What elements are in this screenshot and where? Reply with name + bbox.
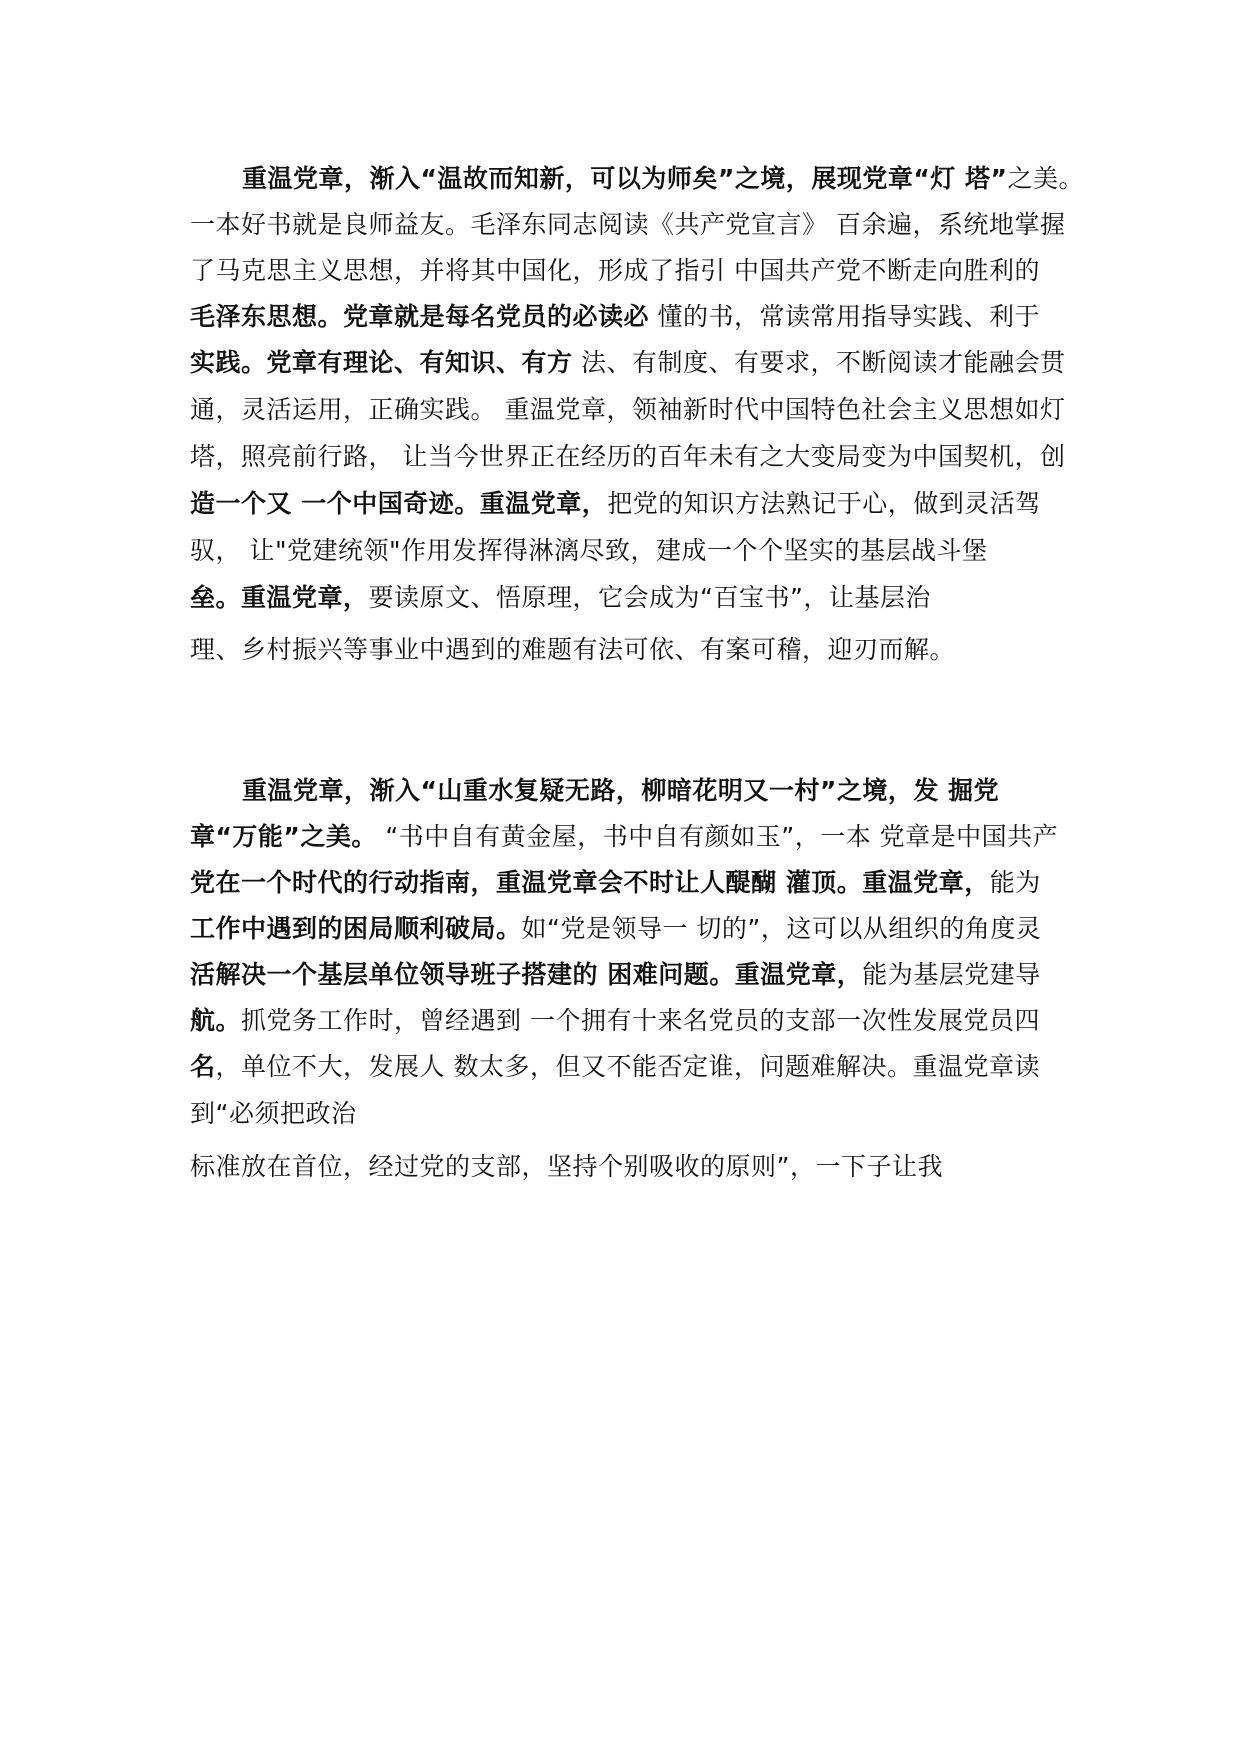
p1-heading-text: 重温党章，渐入“温故而知新，可以为师矣”之境，展现党章“灯 塔” (242, 164, 1008, 193)
p2-line-2 (190, 820, 1058, 854)
p2-line-2-rest: “书中自有黄金屋，书中自有颜如玉”，一本 党章是中国共产 (376, 822, 1059, 851)
p2-line-3 (190, 866, 1041, 900)
p1-line-5-rest: 法、有制度、有要求，不断阅读才能融会贯 (572, 348, 1066, 377)
p1-line-6: 通，灵活运用，正确实践。 重温党章，领袖新时代中国特色社会主义思想如灯 (190, 395, 1066, 424)
p2-line-7-bold: 名 (190, 1052, 216, 1081)
p2-line-5-bold: 活解决一个基层单位领导班子搭建的 困难问题。重温党章， (190, 960, 863, 989)
p2-line-6 (190, 1004, 1040, 1038)
p1-line-7: 塔，照亮前行路， 让当今世界正在经历的百年未有之大变局变为中国契机，创 (190, 442, 1066, 471)
p2-line-5 (190, 958, 1041, 992)
p2-line-4-rest: 如“党是领导一 切的”，这可以从组织的角度灵 (521, 914, 1042, 943)
p1-line-10 (190, 581, 931, 615)
p1-line-10-bold: 垒。重温党章， (190, 583, 369, 612)
p1-line-9: 驭， 让"党建统领"作用发挥得淋漓尽致，建成一个个坚实的基层战斗堡 (190, 536, 988, 565)
p1-line-11: 理、乡村振兴等事业中遇到的难题有法可依、有案可稽，迎刃而解。 (190, 635, 956, 664)
p1-line-1-rest: 之美。 (1007, 164, 1084, 193)
p2-line-3-bold: 党在一个时代的行动指南，重温党章会不时让人醍醐 灌顶。重温党章， (190, 868, 990, 897)
p1-line-1 (242, 162, 1084, 196)
p2-line-6-bold: 航。 (190, 1006, 242, 1035)
p2-line-7-rest: ，单位不大，发展人 数太多，但又不能否定谁，问题难解决。重温党章读 (215, 1052, 1040, 1081)
p2-line-9: 标准放在首位，经过党的支部，坚持个别吸收的原则”，一下子让我 (190, 1152, 943, 1181)
p2-line-7 (190, 1050, 1040, 1084)
p2-line-4-bold: 工作中遇到的困局顺利破局。 (190, 914, 522, 943)
p1-line-10-rest: 要读原文、悟原理，它会成为“百宝书”，让基层治 (368, 583, 931, 612)
p2-line-5-rest: 能为基层党建导 (862, 960, 1041, 989)
p1-line-4-rest: 懂的书，常读常用指导实践、利于 (649, 302, 1040, 331)
p2-line-3-rest: 能为 (989, 868, 1041, 897)
p2-line-6-rest: 抓党务工作时，曾经遇到 一个拥有十来名党员的支部一次性发展党员四 (241, 1006, 1040, 1035)
p1-line-4-bold: 毛泽东思想。党章就是每名党员的必读必 (190, 302, 650, 331)
p2-line-4 (190, 912, 1041, 946)
p1-line-5-bold: 实践。党章有理论、有知识、有方 (190, 348, 573, 377)
p1-line-8-rest: 把党的知识方法熟记于心，做到灵活驾 (607, 489, 1041, 518)
p1-line-8 (190, 487, 1041, 521)
p1-line-5 (190, 346, 1065, 380)
p2-line-8: 到“必须把政治 (190, 1099, 357, 1128)
p1-line-2: 一本好书就是良师益友。毛泽东同志阅读《共产党宣言》 百余遍，系统地掌握 (190, 210, 1066, 239)
p1-line-3: 了马克思主义思想，并将其中国化，形成了指引 中国共产党不断走向胜利的 (190, 256, 1040, 285)
p2-heading-end: 章“万能”之美。 (190, 822, 377, 851)
p2-heading-line: 重温党章，渐入“山重水复疑无路，柳暗花明又一村”之境，发 掘党 (242, 776, 1000, 805)
p1-line-4 (190, 300, 1040, 334)
p1-line-8-bold: 造一个又 一个中国奇迹。重温党章， (190, 489, 608, 518)
